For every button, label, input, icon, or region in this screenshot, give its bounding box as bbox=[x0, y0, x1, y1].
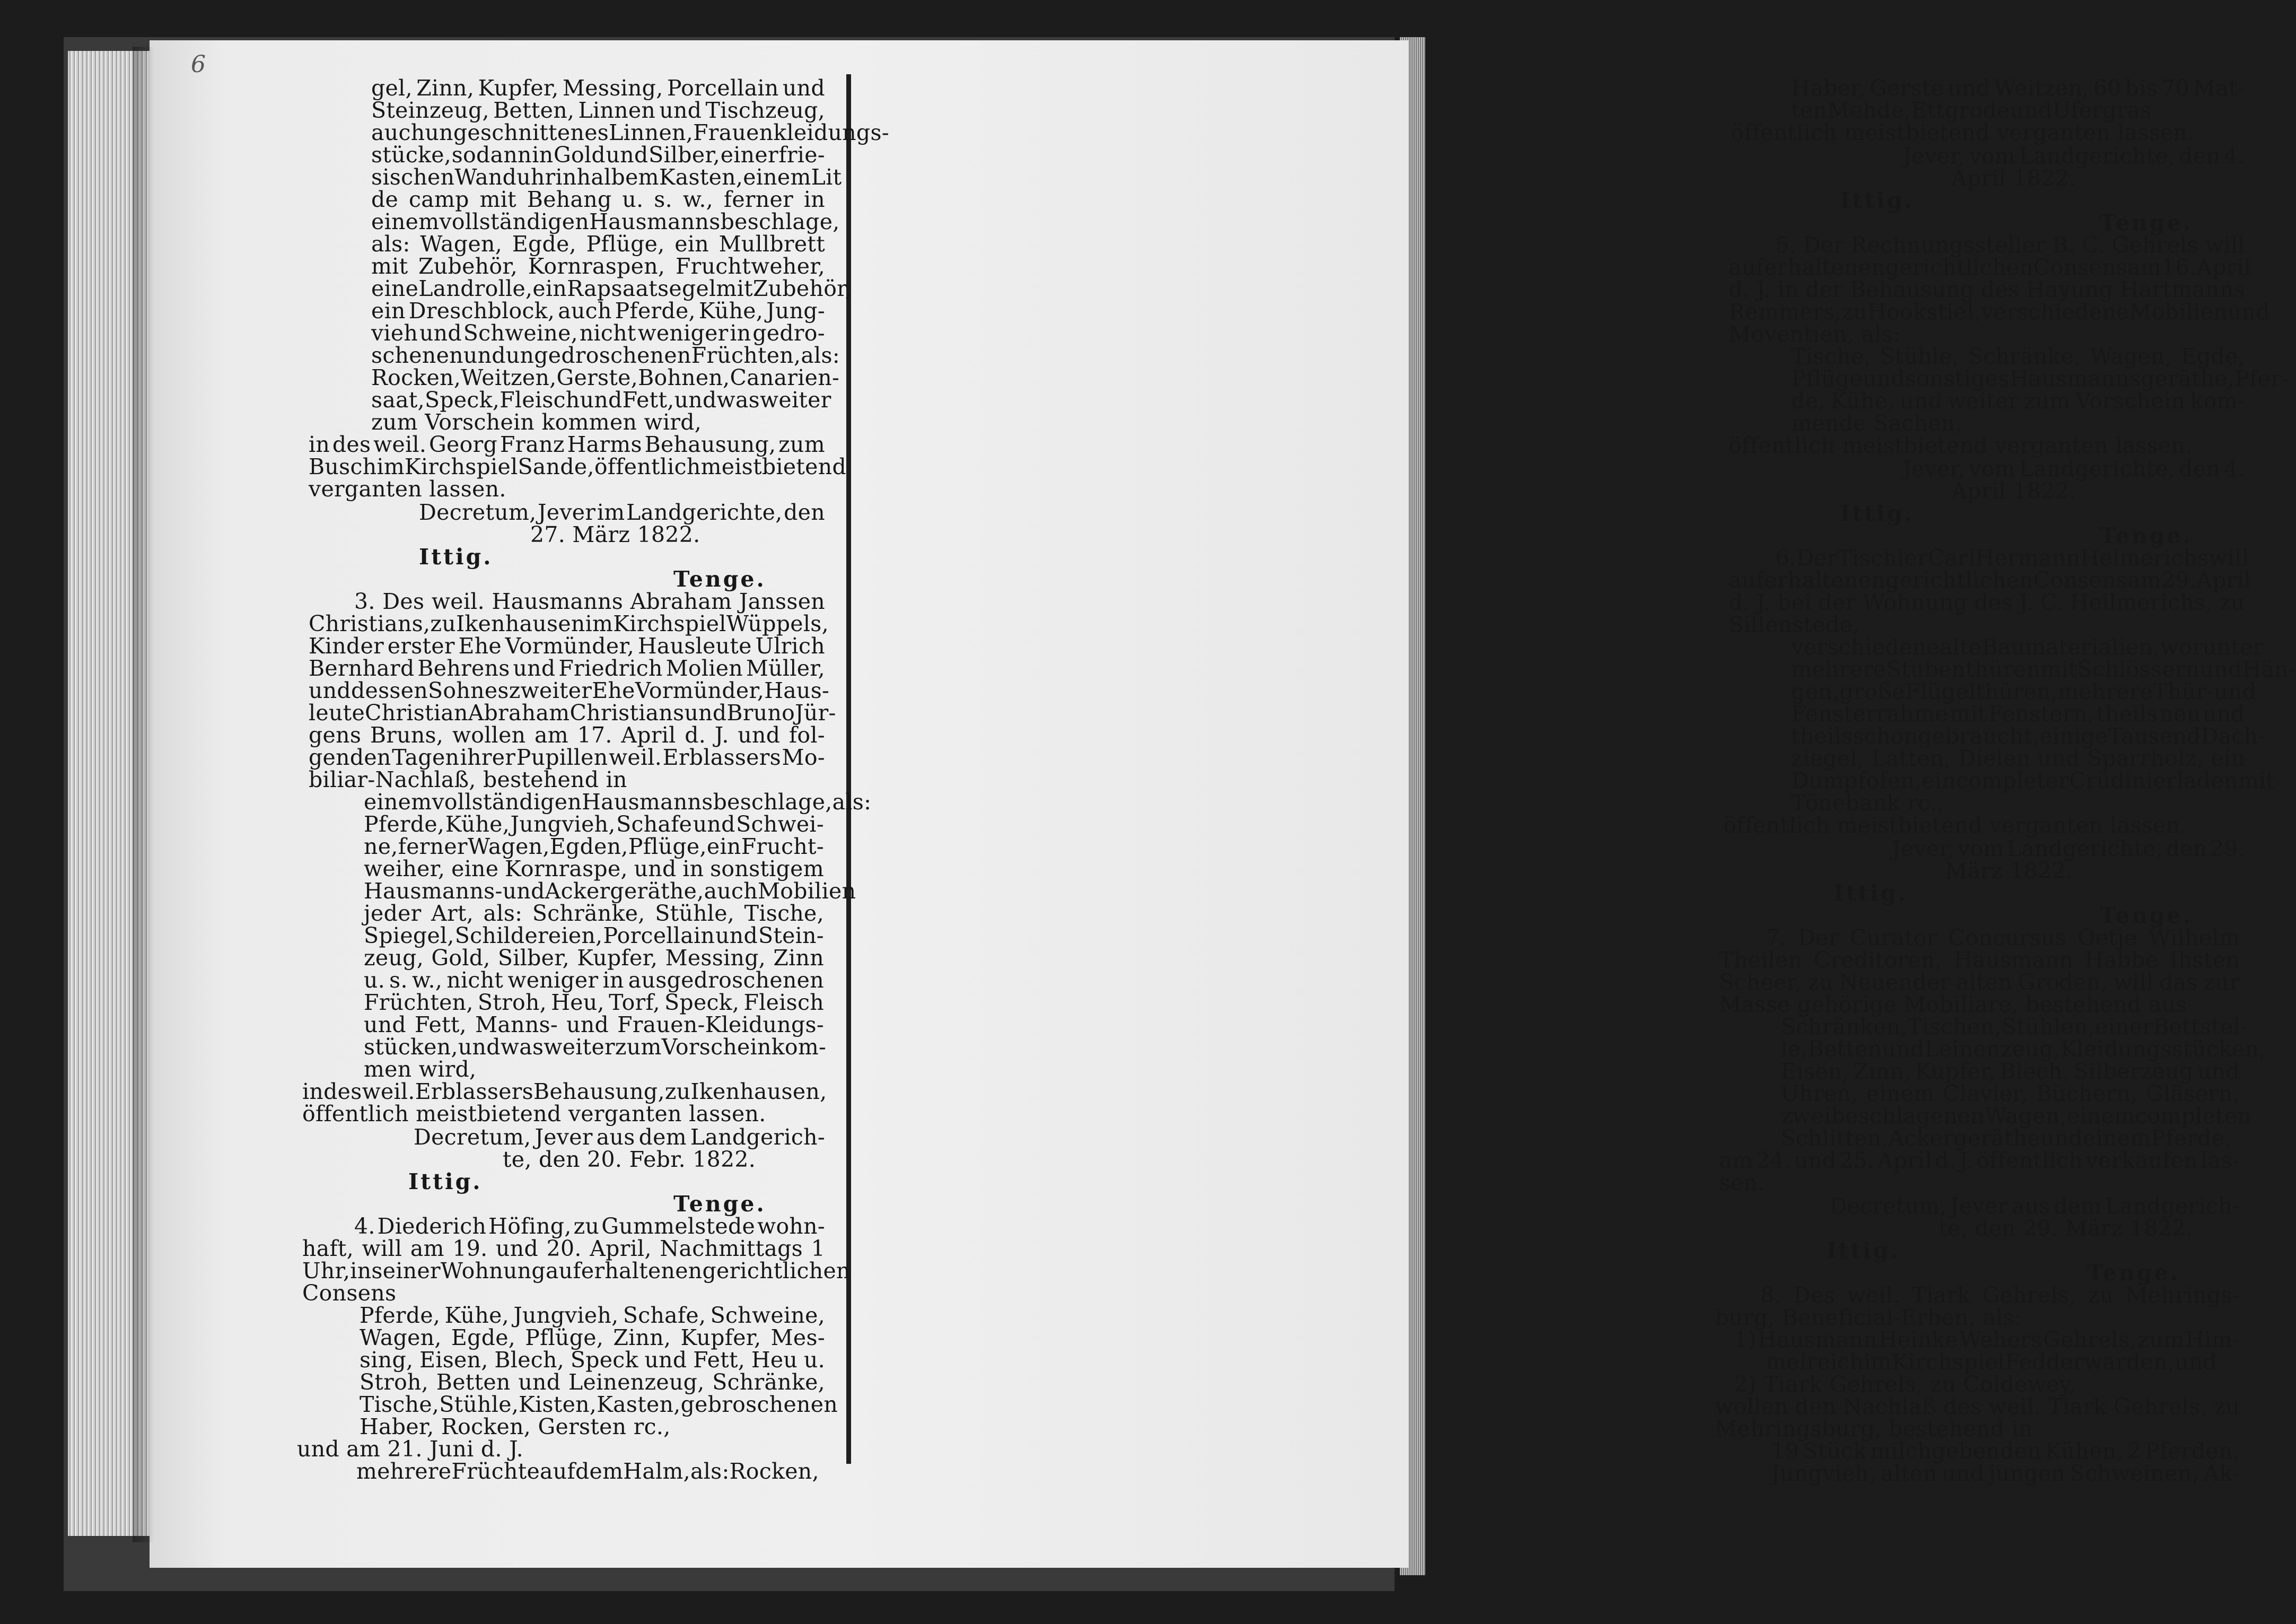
text-line: und Fett, Manns- und Frauen-Kleidungs- bbox=[364, 1012, 824, 1037]
text-line: Decretum, Jever aus dem Landgerich- bbox=[414, 1124, 825, 1150]
text-line: haft, will am 19. und 20. April, Nachmittags 1 bbox=[302, 1236, 825, 1261]
text-line: mende Sachen, bbox=[1791, 411, 1962, 436]
text-line: schenen und ungedroschenen Früchten, als: bbox=[371, 343, 840, 368]
text-line: Stroh, Betten und Leinenzeug, Schränke, bbox=[360, 1369, 825, 1395]
text-line: in des weil. Georg Franz Harms Behausung, zum bbox=[309, 432, 825, 457]
text-line: 7. Der Curator Concursus Oetje Wilhelm bbox=[1766, 925, 2240, 950]
text-line: Busch im Kirchspiel Sande, öffentlich meistbietend bbox=[309, 454, 846, 479]
text-line: eine Landrolle, ein Rapsaatsegel mit Zubehör, bbox=[371, 276, 852, 301]
text-line: Decretum, Jever im Landgerichte, den bbox=[419, 500, 825, 525]
signature-line: Ittig. bbox=[1840, 501, 1914, 526]
text-line: Haber, Rocken, Gersten rc., bbox=[360, 1414, 671, 1439]
text-line: Eisen, Zinn, Kupfer, Blech, Silberzeug und bbox=[1781, 1059, 2240, 1084]
signature-line: Tenge. bbox=[2100, 523, 2193, 548]
text-line: sen. bbox=[1719, 1170, 1765, 1195]
text-line: und dessen Sohnes zweiter Ehe Vormünder, Haus- bbox=[309, 678, 830, 703]
text-line: Mehringsburg, bestehend in bbox=[1715, 1416, 2033, 1442]
text-line: zwei beschlagenen Wagen, einem completen bbox=[1781, 1103, 2252, 1129]
text-line: 2) Tiark Gehrels, zu Coldewey, bbox=[1734, 1372, 2076, 1397]
pencil-page-mark: 6 bbox=[191, 51, 206, 78]
text-line: genden Tagen ihrer Pupillen weil. Erblassers Mo- bbox=[309, 745, 825, 770]
text-line: Consens bbox=[302, 1280, 397, 1306]
signature-line: Tenge. bbox=[673, 1191, 766, 1217]
signature-line: Tenge. bbox=[2100, 903, 2193, 928]
text-line: 19 Stück milchgebenden Kühen, 2 Pferden, bbox=[1771, 1438, 2240, 1464]
text-line: zeug, Gold, Silber, Kupfer, Messing, Zinn bbox=[364, 945, 824, 971]
text-line: 1) Hausmann Heinke Wehers Gehrels, zum Him- bbox=[1734, 1327, 2240, 1352]
text-line: d. J. bei der Wohnung des J. C. Hellmerichs, zu bbox=[1729, 590, 2245, 615]
text-line: stücken, und was weiter zum Vorschein kom- bbox=[364, 1034, 827, 1060]
text-line: öffentlich meistbietend verganten lassen. bbox=[1731, 120, 2195, 145]
text-line: 8. Des weil. Tiark Gehrels, zu Mehrings- bbox=[1760, 1282, 2240, 1308]
text-line: gens Bruns, wollen am 17. April d. J. und fol- bbox=[309, 722, 825, 748]
text-line: 6. Der Tischler Carl Hermann Helmerichs will bbox=[1775, 545, 2249, 571]
text-line: 5. Der Rechnungssteller B. C. Gehrels will bbox=[1775, 232, 2245, 258]
text-line: Schlitten, Ackergeräthe und einem Pferde, bbox=[1781, 1125, 2232, 1151]
text-line: verschiedene alte Baumaterialien, worunter bbox=[1791, 634, 2264, 660]
text-line: einem vollständigen Hausmannsbeschlage, bbox=[371, 209, 840, 234]
signature-line: Ittig. bbox=[1834, 880, 1908, 906]
text-line: Früchten, Stroh, Heu, Torf, Speck, Fleisch bbox=[364, 990, 824, 1015]
text-line: wollen den Nachlaß des weil. Tiark Gehrels, zu bbox=[1715, 1394, 2240, 1419]
text-line: März 1822. bbox=[1945, 858, 2073, 884]
text-line: Steinzeug, Betten, Linnen und Tischzeug, bbox=[371, 98, 825, 123]
text-line: Uhren, einem Clavier, Büchern, Gläsern, bbox=[1781, 1081, 2240, 1106]
text-line: am 24. und 25. April d. J. öffentlich verkaufen las- bbox=[1719, 1148, 2240, 1173]
text-line: men wird, bbox=[364, 1057, 477, 1082]
text-line: melreich im Kirchspiel Fedderwarden, und bbox=[1766, 1349, 2217, 1375]
text-line: Tische, Stühle, Schränke, Wagen, Egde, bbox=[1791, 344, 2245, 369]
text-line: 27. März 1822. bbox=[530, 522, 700, 547]
text-line: 3. Des weil. Hausmanns Abraham Janssen bbox=[354, 589, 825, 614]
text-line: sischen Wanduhr in halbem Kasten, einem Lit bbox=[371, 164, 842, 190]
text-line: auch ungeschnittenes Linnen, Frauenkleidungs- bbox=[371, 120, 889, 145]
text-line: öffentlich meistbietend verganten lassen. bbox=[1729, 433, 2193, 458]
text-line: jeder Art, als: Schränke, Stühle, Tische, bbox=[364, 901, 824, 926]
text-line: Moventien, als: bbox=[1729, 321, 1900, 347]
text-line: le, Betten und Leinenzeug, Kleidungsstücken, bbox=[1781, 1036, 2266, 1062]
signature-line: Tenge. bbox=[673, 566, 766, 592]
text-line: Spiegel, Schildereien, Porcellain und Stein- bbox=[364, 923, 824, 948]
text-line: Jever, vom Landgerichte, den 4. bbox=[1903, 143, 2245, 169]
text-line: Tönebank rc., bbox=[1791, 790, 1944, 816]
text-line: Hausmanns- und Ackergeräthe, auch Mobilien bbox=[364, 878, 856, 904]
text-line: mehrere Früchte auf dem Halm, als: Rocken, bbox=[356, 1459, 819, 1484]
text-line: mehrere Stubenthüren mit Schlössern und Hän- bbox=[1791, 657, 2296, 682]
text-line: theils schon gebraucht, einige Tausend Dach- bbox=[1791, 723, 2266, 749]
text-line: Fensterrahme mit Fenstern, theils neu und bbox=[1791, 701, 2245, 727]
text-line: ein Dreschblock, auch Pferde, Kühe, Jung- bbox=[371, 298, 825, 324]
text-line: Masse gehörige Mobiliare, bestehend aus bbox=[1719, 992, 2187, 1017]
text-line: Jever, vom Landgerichte, den 4. bbox=[1903, 456, 2245, 482]
text-line: zum Vorschein kommen wird, bbox=[371, 409, 702, 435]
text-line: ten Mehde, Ettgrode und Ufergras bbox=[1791, 98, 2152, 123]
text-line: de, Kühe, und weiter zum Vorschein kom- bbox=[1791, 388, 2245, 414]
text-line: und am 21. Juni d. J. bbox=[297, 1436, 523, 1462]
text-line: auf erhaltenen gerichtlichen Consens am 16. April bbox=[1729, 255, 2251, 280]
text-line: Christians, zu Ikenhausen im Kirchspiel Wüppels, bbox=[309, 611, 829, 636]
text-line: Wagen, Egde, Pflüge, Zinn, Kupfer, Mes- bbox=[360, 1325, 825, 1350]
text-line: biliar-Nachlaß, bestehend in bbox=[309, 767, 627, 792]
text-line: stücke, sodann in Gold und Silber, einer frie- bbox=[371, 142, 825, 168]
signature-line: Ittig. bbox=[1826, 1238, 1900, 1263]
text-line: als: Wagen, Egde, Pflüge, ein Mullbrett bbox=[371, 231, 825, 257]
text-line: Schränken, Tischen, Stühlen, einer Bettstel- bbox=[1781, 1014, 2248, 1040]
text-line: Pferde, Kühe, Jungvieh, Schafe, Schweine, bbox=[360, 1303, 825, 1328]
signature-line: Tenge. bbox=[2100, 210, 2193, 235]
signature-line: Ittig. bbox=[408, 1169, 483, 1194]
text-line: öffentlich meistbietend verganten lassen. bbox=[1723, 813, 2187, 838]
text-line: einem vollständigen Hausmannsbeschlage, als: bbox=[364, 789, 872, 815]
text-line: in des weil. Erblassers Behausung, zu Ikenhausen, bbox=[302, 1079, 827, 1104]
signature-line: Tenge. bbox=[2087, 1260, 2180, 1286]
text-line: Rocken, Weitzen, Gerste, Bohnen, Canarien- bbox=[371, 365, 840, 390]
text-line: 4. Diederich Höfing, zu Gummelstede wohn- bbox=[354, 1213, 825, 1239]
text-line: April 1822. bbox=[1951, 165, 2076, 191]
text-line: sing, Eisen, Blech, Speck und Fett, Heu u. bbox=[360, 1347, 825, 1373]
signature-line: Ittig. bbox=[1840, 188, 1914, 213]
text-line: auf erhaltenen gerichtlichen Consens am 29. April bbox=[1729, 567, 2251, 593]
text-line: verganten lassen. bbox=[309, 476, 506, 502]
text-line: öffentlich meistbietend verganten lassen. bbox=[302, 1101, 766, 1127]
text-line: Jungvieh, alten und jungen Schweinen, Ak- bbox=[1771, 1461, 2240, 1486]
text-line: Sillenstede, bbox=[1729, 612, 1860, 638]
text-line: burg, Beneficial-Erben, als: bbox=[1715, 1305, 2022, 1330]
text-line: Haber, Gerste und Weitzen, 60 bis 70 Mat- bbox=[1791, 75, 2245, 101]
text-line: Bernhard Behrens und Friedrich Molien Müller, bbox=[309, 656, 825, 681]
text-line: Scheer, zu Neuender alten Groden, will das zur bbox=[1719, 970, 2240, 995]
text-line: Kinder erster Ehe Vormünder, Hausleute Ulrich bbox=[309, 633, 825, 659]
text-line: ne, ferner Wagen, Egden, Pflüge, ein Frucht- bbox=[364, 834, 824, 859]
text-line: Jever, vom Landgerichte, den 29. bbox=[1892, 836, 2245, 861]
text-line: weiher, eine Kornraspe, und in sonstigem bbox=[364, 856, 824, 881]
text-line: gen, große Flügelthüren, mehrere Thür- und bbox=[1791, 679, 2257, 704]
text-line: leute Christian Abraham Christians und Bruno Jür- bbox=[309, 700, 836, 726]
text-line: de camp mit Behang u. s. w., ferner in bbox=[371, 187, 825, 212]
text-line: mit Zubehör, Kornraspen, Fruchtweher, bbox=[371, 254, 825, 279]
spine-shadow bbox=[133, 47, 154, 1542]
text-line: Tische, Stühle, Kisten, Kasten, gebroschenen bbox=[360, 1392, 838, 1417]
text-line: te, den 20. Febr. 1822. bbox=[503, 1147, 756, 1172]
text-line: saat, Speck, Fleisch und Fett, und was weiter bbox=[371, 387, 831, 413]
text-line: ziegel, Latten, Dielen und Sparrholz, ein bbox=[1791, 746, 2245, 771]
text-line: te, den 29. März 1822. bbox=[1939, 1216, 2193, 1241]
signature-line: Ittig. bbox=[419, 544, 493, 570]
text-line: gel, Zinn, Kupfer, Messing, Porcellain und bbox=[371, 75, 825, 101]
text-line: Decretum, Jever aus dem Landgerich- bbox=[1829, 1193, 2240, 1219]
text-line: Theilen Creditoren, Hausmann Habbe Ihsten bbox=[1719, 947, 2240, 973]
text-line: Uhr, in seiner Wohnung auf erhaltenen gerichtlichen bbox=[302, 1258, 851, 1284]
text-line: April 1822. bbox=[1951, 478, 2076, 504]
text-line: Pferde, Kühe, Jungvieh, Schafe und Schwei- bbox=[364, 811, 824, 837]
text-line: Dumpfofen, ein completer Crüdinierladen mit bbox=[1791, 768, 2275, 793]
text-line: vieh und Schweine, nicht weniger in gedro- bbox=[371, 320, 825, 346]
text-line: u. s. w., nicht weniger in ausgedroschenen bbox=[364, 967, 824, 993]
text-line: Remmers, zu Hookstiel, verschiedene Mobilien und bbox=[1729, 299, 2270, 325]
text-line: d. J. in der Behausung des Hayung Hartmanns bbox=[1729, 277, 2245, 302]
text-line: Pflüge und sonstiges Hausmannsgeräthe, Pfer- bbox=[1791, 366, 2289, 391]
